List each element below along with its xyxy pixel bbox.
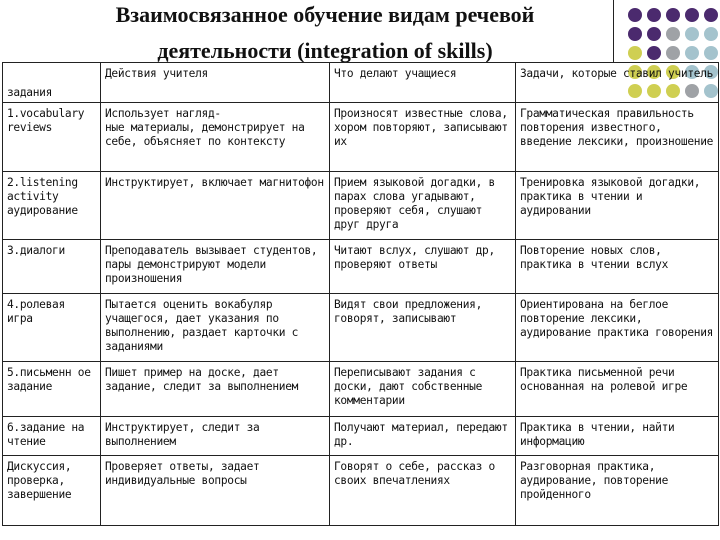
decorative-dot	[704, 46, 718, 60]
table-cell: Читают вслух, слушают др, проверяют ответы	[330, 240, 516, 294]
table-cell: Практика письменной речи основанная на ролевой игре	[516, 362, 719, 417]
table-cell: Практика в чтении, найти информацию	[516, 417, 719, 456]
table-cell: Грамматическая правильность повторения известного, введение лексики, произношение	[516, 103, 719, 172]
header-cell-student-actions: Что делают учащиеся	[330, 63, 516, 103]
table-cell: Разговорная практика, аудирование, повторение пройденного	[516, 456, 719, 526]
decorative-dot	[628, 8, 642, 22]
decorative-dot	[647, 27, 661, 41]
decorative-dot	[628, 27, 642, 41]
header-cell-goals: Задачи, которые ставил учитель	[516, 63, 719, 103]
table-row	[3, 294, 719, 362]
table-row	[3, 456, 719, 526]
decorative-dot	[647, 46, 661, 60]
table-cell: Инструктирует, включает магнитофон	[101, 172, 330, 240]
table-cell: Тренировка языковой догадки, практика в чтении и аудировании	[516, 172, 719, 240]
decorative-dot	[685, 8, 699, 22]
table-cell: Проверяет ответы, задает индивидуальные вопросы	[101, 456, 330, 526]
table-cell: Инструктирует, следит за выполнением	[101, 417, 330, 456]
table-cell: Говорят о себе, рассказ о своих впечатлениях	[330, 456, 516, 526]
table-cell: 6.задание на чтение	[3, 417, 101, 456]
table-header-row	[3, 63, 719, 103]
table-cell: Получают материал, передают др.	[330, 417, 516, 456]
decorative-dot	[628, 46, 642, 60]
decorative-dot	[666, 27, 680, 41]
table-cell: Пишет пример на доске, дает задание, следит за выполнением	[101, 362, 330, 417]
table-body	[3, 63, 719, 526]
table-row	[3, 240, 719, 294]
table-cell: Пытается оценить вокабуляр учащегося, дает указания по выполнению, раздает карточки с заданиями	[101, 294, 330, 362]
decorative-dot	[666, 8, 680, 22]
header-divider	[613, 0, 614, 62]
table-row	[3, 103, 719, 172]
table-cell: Использует нагляд- ные материалы, демонстрирует на себе, объясняет по контексту	[101, 103, 330, 172]
table-cell: Ориентирована на беглое повторение лексики, аудирование практика говорения	[516, 294, 719, 362]
header-cell-teacher-actions: Действия учителя	[101, 63, 330, 103]
table-row	[3, 417, 719, 456]
decorative-dot	[704, 27, 718, 41]
table-row	[3, 362, 719, 417]
table-cell: Видят свои предложения, говорят, записывают	[330, 294, 516, 362]
table-row	[3, 172, 719, 240]
decorative-dot	[685, 46, 699, 60]
table-cell: 1.vocabulary reviews	[3, 103, 101, 172]
table-cell: 3.диалоги	[3, 240, 101, 294]
table-cell: 4.ролевая игра	[3, 294, 101, 362]
table-cell: 2.listening activity аудирование	[3, 172, 101, 240]
decorative-dot	[666, 46, 680, 60]
table-cell: Повторение новых слов, практика в чтении вслух	[516, 240, 719, 294]
title-line-1: Взаимосвязанное обучение видам речевой	[115, 2, 535, 27]
decorative-dot	[685, 27, 699, 41]
decorative-dot	[704, 8, 718, 22]
table-cell: 5.письменн ое задание	[3, 362, 101, 417]
decorative-dot	[647, 8, 661, 22]
table-cell: Преподаватель вызывает студентов, пары демонстрируют модели произношения	[101, 240, 330, 294]
table-cell: Прием языковой догадки, в парах слова угадывают, проверяют себя, слушают друг друга	[330, 172, 516, 240]
header-cell-task: задания	[3, 63, 101, 103]
title-line-2: деятельности (integration of skills)	[157, 38, 493, 63]
skills-table	[2, 62, 719, 526]
table-cell: Переписывают задания с доски, дают собственные комментарии	[330, 362, 516, 417]
table-cell: Дискуссия, проверка, завершение	[3, 456, 101, 526]
table-cell: Произносят известные слова, хором повторяют, записывают их	[330, 103, 516, 172]
